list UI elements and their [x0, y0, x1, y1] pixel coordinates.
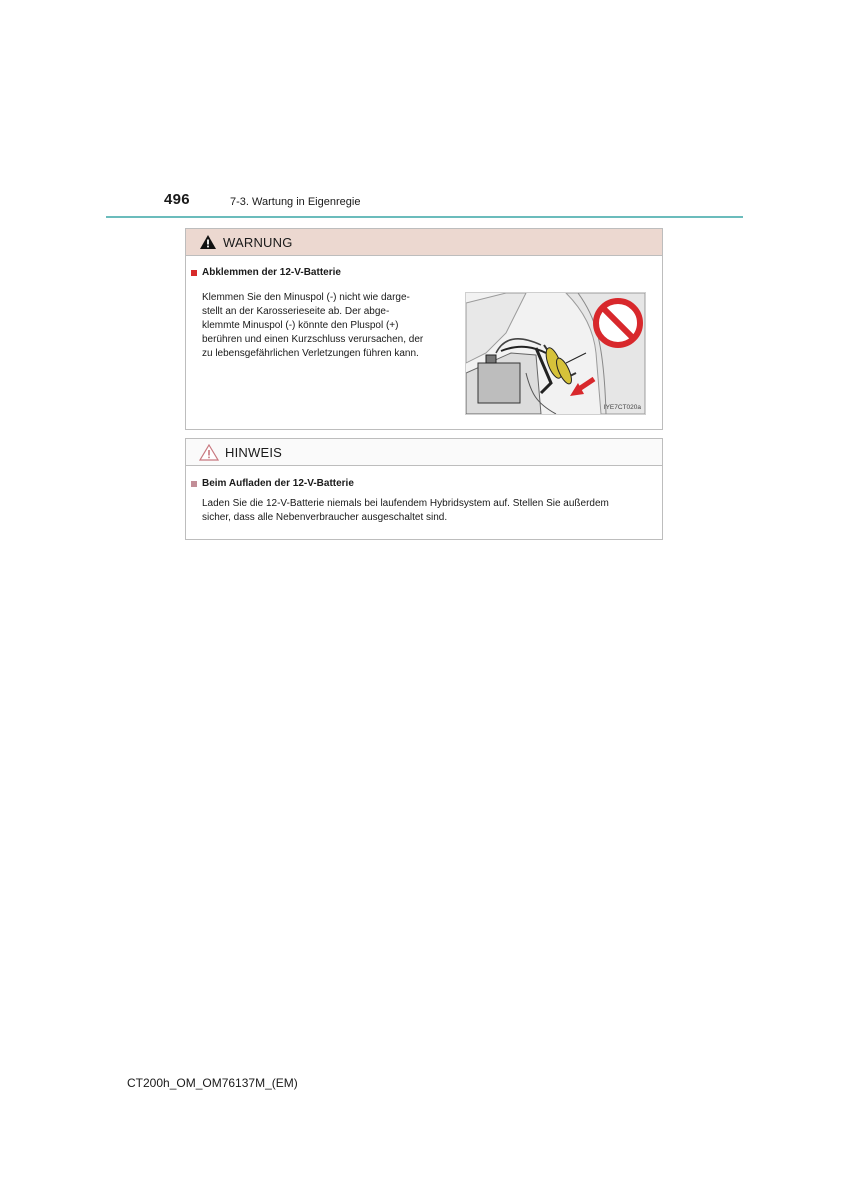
battery-terminal-illustration	[466, 293, 645, 414]
note-line: Laden Sie die 12-V-Batterie niemals bei laufendem Hybridsystem auf. Stellen Sie außerdem	[202, 498, 609, 509]
square-bullet-icon	[191, 481, 197, 487]
warning-label: WARNUNG	[223, 234, 293, 250]
warning-header	[186, 229, 662, 256]
note-line: sicher, dass alle Nebenverbraucher ausgeschaltet sind.	[202, 512, 448, 523]
square-bullet-icon	[191, 270, 197, 276]
caution-outline-icon	[199, 444, 219, 461]
note-item-title-text: Beim Aufladen der 12-V-Batterie	[202, 478, 354, 489]
warning-item-title-text: Abklemmen der 12-V-Batterie	[202, 267, 341, 278]
warning-box	[185, 228, 663, 430]
note-label: HINWEIS	[225, 444, 283, 460]
section-title: 7-3. Wartung in Eigenregie	[230, 196, 361, 208]
warning-text	[202, 291, 449, 361]
warning-line: stellt an der Karosserieseite ab. Der abge-	[202, 306, 390, 317]
note-header	[186, 439, 662, 466]
warning-line: klemmte Minuspol (-) könnte den Pluspol (+)	[202, 320, 399, 331]
header-divider	[106, 216, 743, 218]
note-box	[185, 438, 663, 540]
warning-line: Klemmen Sie den Minuspol (-) nicht wie darge-	[202, 292, 410, 303]
page-number: 496	[164, 191, 190, 208]
warning-line: zu lebensgefährlichen Verletzungen führen kann.	[202, 348, 419, 359]
footer-code: CT200h_OM_OM76137M_(EM)	[127, 1076, 298, 1090]
note-text	[202, 497, 657, 525]
page-header	[0, 0, 848, 220]
battery-figure	[465, 292, 646, 415]
figure-code: IYE7CT020a	[603, 404, 641, 411]
warning-line: berühren und einen Kurzschluss verursachen, der	[202, 334, 424, 345]
warning-item-title	[191, 267, 341, 278]
note-item-title	[191, 478, 354, 489]
warning-icon	[199, 234, 217, 250]
